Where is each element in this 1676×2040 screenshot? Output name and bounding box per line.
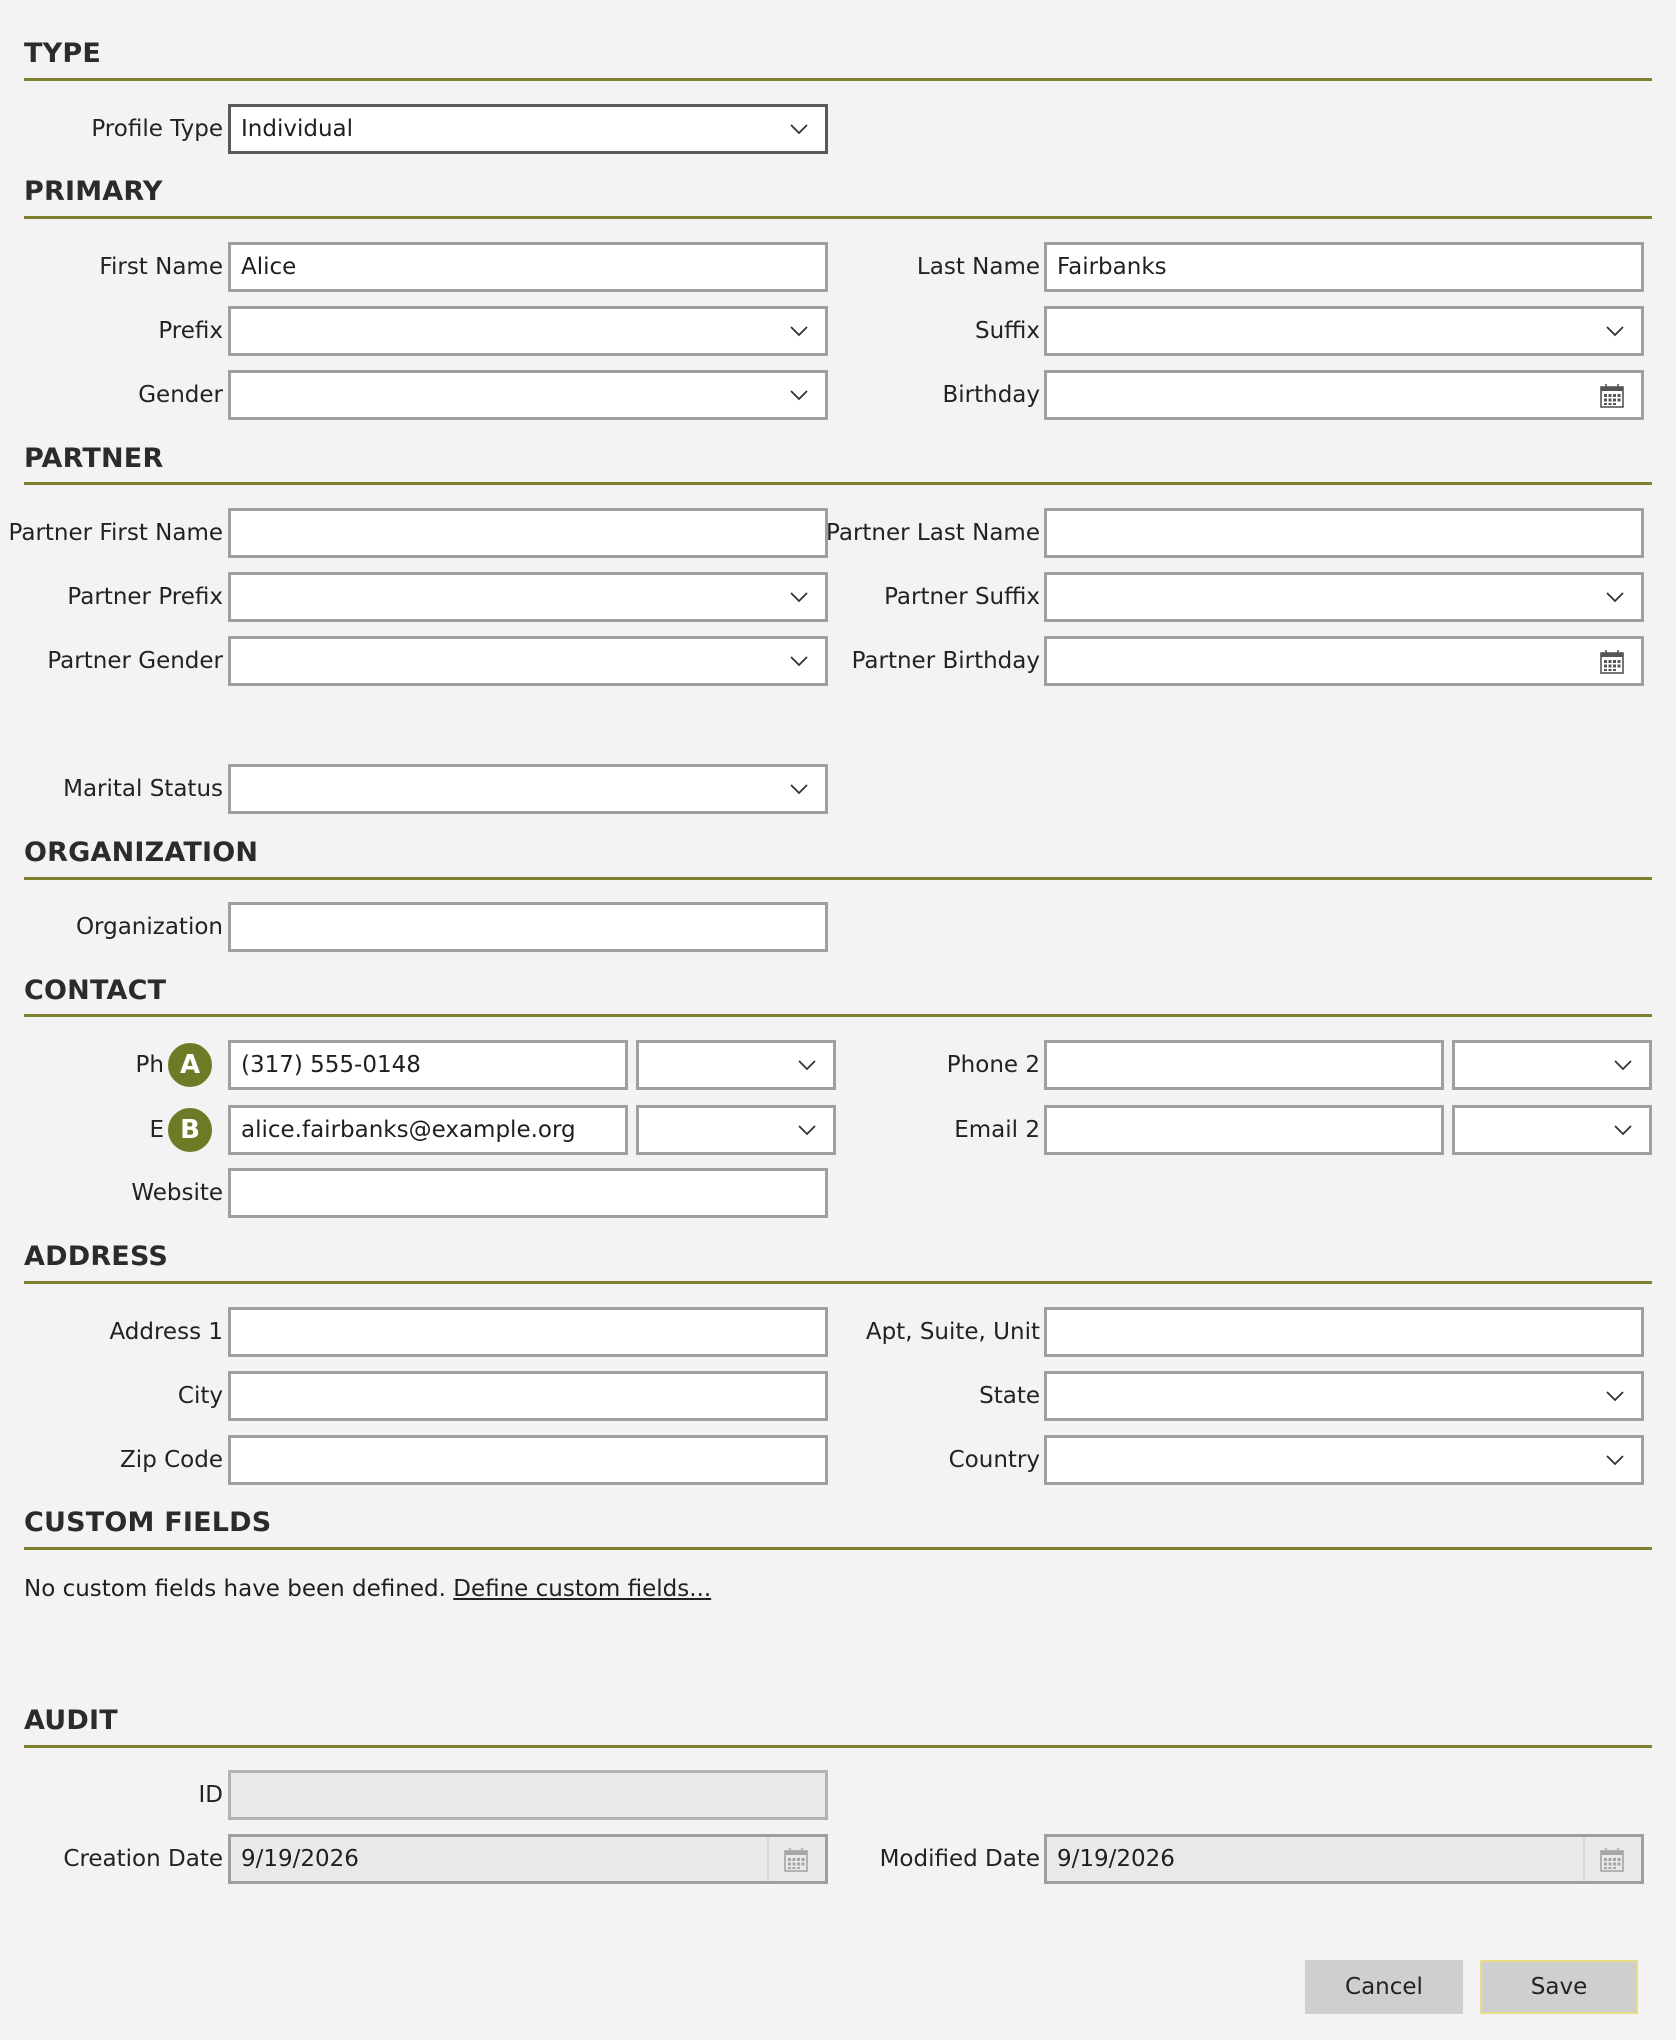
country-select[interactable] bbox=[1044, 1435, 1644, 1485]
creation-date-picker bbox=[228, 1834, 828, 1884]
profile-type-value: Individual bbox=[241, 116, 354, 142]
chevron-down-icon bbox=[1605, 321, 1625, 341]
badge-a: A bbox=[165, 1040, 215, 1090]
partner-gender-label: Partner Gender bbox=[47, 648, 223, 674]
section-divider bbox=[24, 78, 1652, 81]
chevron-down-icon bbox=[789, 651, 809, 671]
chevron-down-icon bbox=[789, 385, 809, 405]
email-value: alice.fairbanks@example.org bbox=[241, 1117, 576, 1143]
section-divider bbox=[24, 1547, 1652, 1550]
partner-first-name-label: Partner First Name bbox=[8, 520, 223, 546]
creation-date-label: Creation Date bbox=[63, 1846, 223, 1872]
organization-input[interactable] bbox=[228, 902, 828, 952]
city-label: City bbox=[177, 1383, 223, 1409]
id-label: ID bbox=[198, 1782, 223, 1808]
chevron-down-icon bbox=[1605, 1450, 1625, 1470]
section-title-audit: AUDIT bbox=[24, 1705, 118, 1736]
birthday-date-picker[interactable] bbox=[1044, 370, 1644, 420]
address1-input[interactable] bbox=[228, 1307, 828, 1357]
phone-value: (317) 555-0148 bbox=[241, 1052, 421, 1078]
section-title-organization: ORGANIZATION bbox=[24, 837, 259, 868]
section-title-primary: PRIMARY bbox=[24, 176, 163, 207]
id-input bbox=[228, 1770, 828, 1820]
phone2-type-select[interactable] bbox=[1452, 1040, 1652, 1090]
chevron-down-icon bbox=[797, 1055, 817, 1075]
email-label: E bbox=[149, 1117, 164, 1143]
partner-gender-select[interactable] bbox=[228, 636, 828, 686]
last-name-value: Fairbanks bbox=[1057, 254, 1167, 280]
calendar-icon bbox=[783, 1847, 809, 1873]
calendar-icon[interactable] bbox=[1599, 649, 1625, 675]
section-title-type: TYPE bbox=[24, 38, 102, 69]
cancel-button[interactable]: Cancel bbox=[1305, 1960, 1463, 2014]
website-label: Website bbox=[131, 1180, 223, 1206]
phone2-label: Phone 2 bbox=[946, 1052, 1040, 1078]
section-title-custom-fields: CUSTOM FIELDS bbox=[24, 1507, 272, 1538]
address1-label: Address 1 bbox=[109, 1319, 223, 1345]
partner-first-name-input[interactable] bbox=[228, 508, 828, 558]
custom-fields-message: No custom fields have been defined. bbox=[24, 1576, 446, 1602]
gender-label: Gender bbox=[138, 382, 223, 408]
modified-date-picker bbox=[1044, 1834, 1644, 1884]
custom-fields-message-row bbox=[24, 1572, 711, 1606]
partner-prefix-label: Partner Prefix bbox=[67, 584, 223, 610]
chevron-down-icon bbox=[1605, 1386, 1625, 1406]
email2-label: Email 2 bbox=[954, 1117, 1040, 1143]
partner-suffix-select[interactable] bbox=[1044, 572, 1644, 622]
city-input[interactable] bbox=[228, 1371, 828, 1421]
section-divider bbox=[24, 1014, 1652, 1017]
creation-date-value: 9/19/2026 bbox=[241, 1846, 359, 1872]
modified-date-label: Modified Date bbox=[879, 1846, 1040, 1872]
suffix-select[interactable] bbox=[1044, 306, 1644, 356]
first-name-input[interactable] bbox=[228, 242, 828, 292]
suffix-label: Suffix bbox=[974, 318, 1040, 344]
organization-label: Organization bbox=[75, 914, 223, 940]
email2-input[interactable] bbox=[1044, 1105, 1444, 1155]
chevron-down-icon bbox=[789, 119, 809, 139]
state-select[interactable] bbox=[1044, 1371, 1644, 1421]
country-label: Country bbox=[948, 1447, 1040, 1473]
modified-date-value: 9/19/2026 bbox=[1057, 1846, 1175, 1872]
first-name-value: Alice bbox=[241, 254, 297, 280]
chevron-down-icon bbox=[789, 779, 809, 799]
section-title-contact: CONTACT bbox=[24, 975, 167, 1006]
badge-b: B bbox=[165, 1105, 215, 1155]
partner-last-name-input[interactable] bbox=[1044, 508, 1644, 558]
profile-type-label: Profile Type bbox=[91, 116, 223, 142]
email-type-select[interactable] bbox=[636, 1105, 836, 1155]
section-divider bbox=[24, 482, 1652, 485]
marital-status-label: Marital Status bbox=[63, 776, 223, 802]
phone-type-select[interactable] bbox=[636, 1040, 836, 1090]
save-button[interactable]: Save bbox=[1480, 1960, 1638, 2014]
partner-suffix-label: Partner Suffix bbox=[884, 584, 1040, 610]
partner-birthday-date-picker[interactable] bbox=[1044, 636, 1644, 686]
partner-last-name-label: Partner Last Name bbox=[826, 520, 1040, 546]
chevron-down-icon bbox=[789, 587, 809, 607]
chevron-down-icon bbox=[1613, 1120, 1633, 1140]
section-divider bbox=[24, 216, 1652, 219]
partner-birthday-label: Partner Birthday bbox=[851, 648, 1040, 674]
chevron-down-icon bbox=[789, 321, 809, 341]
calendar-icon[interactable] bbox=[1599, 383, 1625, 409]
section-divider bbox=[24, 877, 1652, 880]
define-custom-fields-link[interactable]: Define custom fields... bbox=[453, 1576, 712, 1602]
email2-type-select[interactable] bbox=[1452, 1105, 1652, 1155]
prefix-select[interactable] bbox=[228, 306, 828, 356]
partner-prefix-select[interactable] bbox=[228, 572, 828, 622]
section-title-address: ADDRESS bbox=[24, 1241, 169, 1272]
section-divider bbox=[24, 1745, 1652, 1748]
phone-label: Ph bbox=[135, 1052, 164, 1078]
email-input[interactable] bbox=[228, 1105, 628, 1155]
calendar-button bbox=[767, 1837, 825, 1881]
first-name-label: First Name bbox=[99, 254, 223, 280]
last-name-label: Last Name bbox=[916, 254, 1040, 280]
chevron-down-icon bbox=[797, 1120, 817, 1140]
phone2-input[interactable] bbox=[1044, 1040, 1444, 1090]
state-label: State bbox=[979, 1383, 1040, 1409]
chevron-down-icon bbox=[1605, 587, 1625, 607]
profile-type-select[interactable] bbox=[228, 104, 828, 154]
section-title-partner: PARTNER bbox=[24, 443, 164, 474]
section-divider bbox=[24, 1281, 1652, 1284]
zip-label: Zip Code bbox=[120, 1447, 223, 1473]
apt-input[interactable] bbox=[1044, 1307, 1644, 1357]
prefix-label: Prefix bbox=[158, 318, 223, 344]
calendar-button bbox=[1583, 1837, 1641, 1881]
chevron-down-icon bbox=[1613, 1055, 1633, 1075]
marital-status-select[interactable] bbox=[228, 764, 828, 814]
last-name-input[interactable] bbox=[1044, 242, 1644, 292]
phone-input[interactable] bbox=[228, 1040, 628, 1090]
apt-label: Apt, Suite, Unit bbox=[865, 1319, 1040, 1345]
birthday-label: Birthday bbox=[942, 382, 1040, 408]
website-input[interactable] bbox=[228, 1168, 828, 1218]
gender-select[interactable] bbox=[228, 370, 828, 420]
calendar-icon bbox=[1599, 1847, 1625, 1873]
zip-input[interactable] bbox=[228, 1435, 828, 1485]
